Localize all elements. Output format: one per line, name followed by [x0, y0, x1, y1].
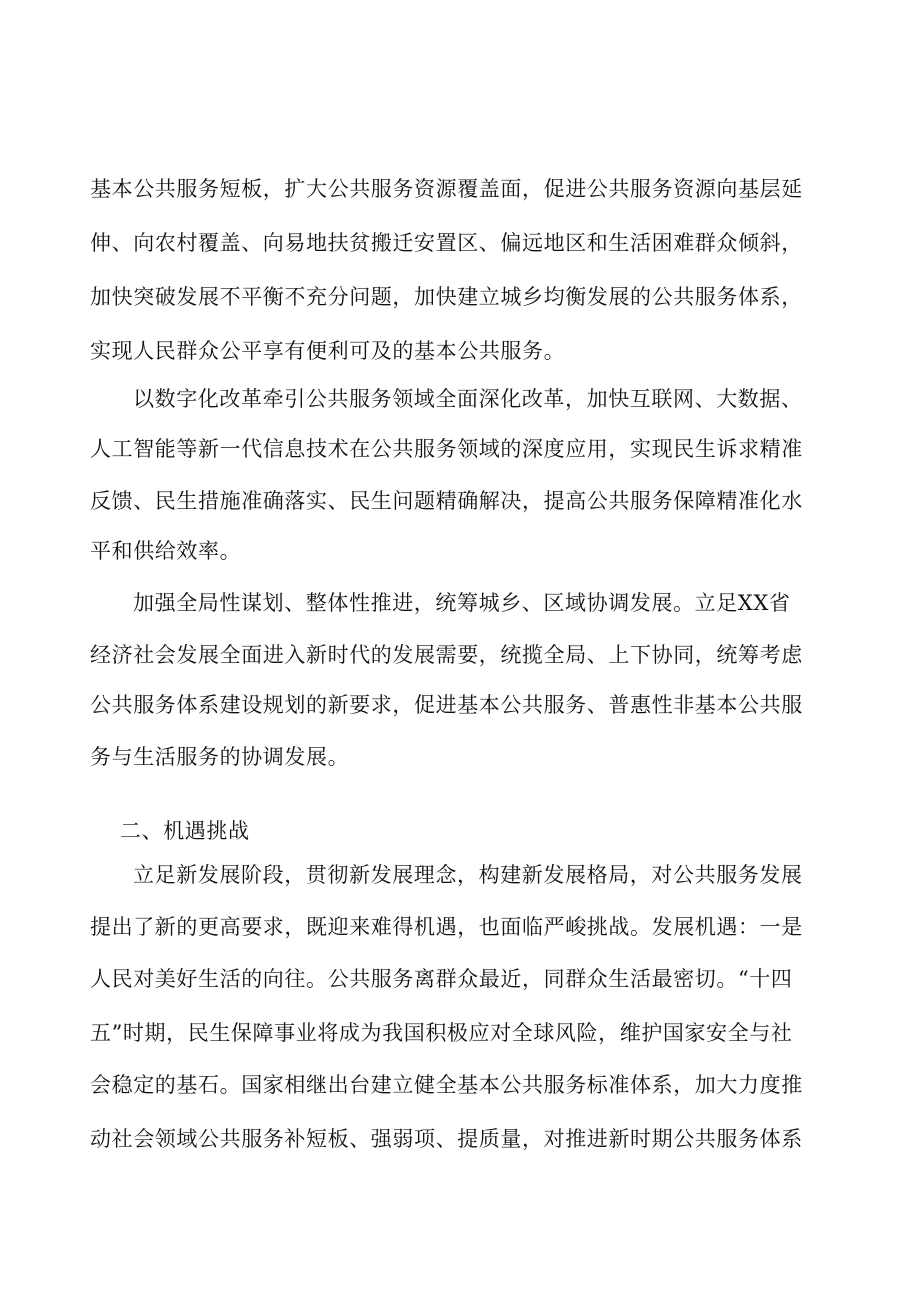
- text-line: 动社会领域公共服务补短板、强弱项、提质量，对推进新时期公共服务体系: [90, 1127, 803, 1151]
- text-line: 会稳定的基石。国家相继出台建立健全基本公共服务标准体系，加大力度推: [90, 1073, 803, 1097]
- text-line: 平和供给效率。: [90, 539, 242, 563]
- text-line: 实现人民群众公平享有便利可及的基本公共服务。: [90, 339, 566, 363]
- section-heading: 二、机遇挑战: [120, 819, 250, 843]
- text-line: 基本公共服务短板，扩大公共服务资源覆盖面，促进公共服务资源向基层延: [90, 177, 803, 201]
- text-line: 五”时期，民生保障事业将成为我国积极应对全球风险，维护国家安全与社: [90, 1021, 793, 1045]
- text-line: 立足新发展阶段，贯彻新发展理念，构建新发展格局，对公共服务发展: [133, 863, 803, 887]
- text-line: 以数字化改革牵引公共服务领域全面深化改革，加快互联网、大数据、: [133, 387, 803, 411]
- text-line: 务与生活服务的协调发展。: [90, 745, 350, 769]
- text-line: 人民对美好生活的向往。公共服务离群众最近，同群众生活最密切。“十四: [90, 967, 793, 991]
- text-line: 人工智能等新一代信息技术在公共服务领域的深度应用，实现民生诉求精准: [90, 437, 803, 461]
- text-line: 加强全局性谋划、整体性推进，统筹城乡、区域协调发展。立足XX省: [133, 591, 791, 615]
- text-line: 提出了新的更高要求，既迎来难得机遇，也面临严峻挑战。发展机遇：一是: [90, 915, 803, 939]
- text-line: 反馈、民生措施准确落实、民生问题精确解决，提高公共服务保障精准化水: [90, 489, 803, 513]
- text-line: 公共服务体系建设规划的新要求，促进基本公共服务、普惠性非基本公共服: [90, 693, 803, 717]
- text-line: 伸、向农村覆盖、向易地扶贫搬迁安置区、偏远地区和生活困难群众倾斜，: [90, 231, 803, 255]
- text-line: 经济社会发展全面进入新时代的发展需要，统揽全局、上下协同，统筹考虑: [90, 643, 803, 667]
- text-line: 加快突破发展不平衡不充分问题，加快建立城乡均衡发展的公共服务体系，: [90, 285, 803, 309]
